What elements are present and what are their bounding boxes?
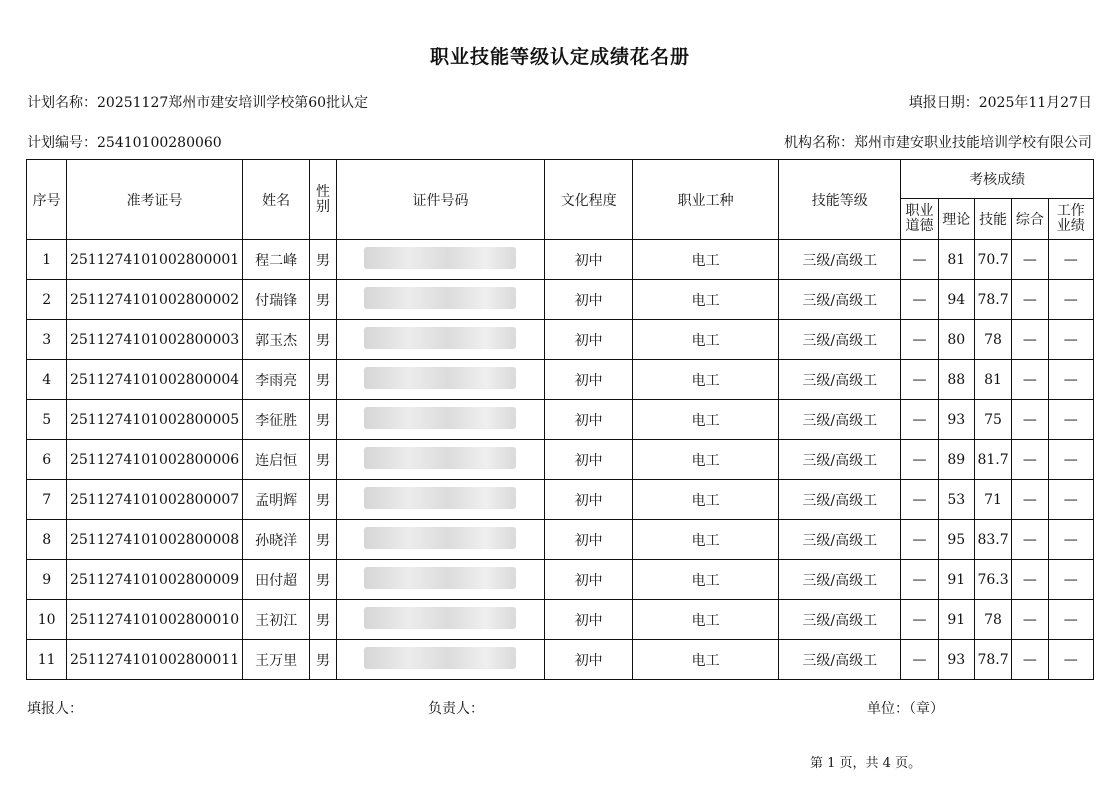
cell-education: 初中 <box>545 280 633 320</box>
col-gender-line1: 性 <box>315 183 330 200</box>
cell-id-number <box>336 640 545 680</box>
cell-overall: — <box>1012 600 1048 640</box>
cell-work: — <box>1048 320 1093 360</box>
cell-education: 初中 <box>545 320 633 360</box>
cell-occupation: 电工 <box>633 280 779 320</box>
cell-theory: 94 <box>938 280 974 320</box>
cell-occupation: 电工 <box>633 440 779 480</box>
cell-work: — <box>1048 560 1093 600</box>
cell-theory: 53 <box>938 480 974 520</box>
col-overall: 综合 <box>1012 199 1048 240</box>
cell-skill: 78.7 <box>974 280 1011 320</box>
cell-gender: 男 <box>310 240 336 280</box>
col-name: 姓名 <box>242 160 310 240</box>
cell-work: — <box>1048 480 1093 520</box>
cell-ethics: — <box>901 440 938 480</box>
col-skill: 技能 <box>974 199 1011 240</box>
table-row <box>27 400 1094 440</box>
cell-seq: 3 <box>27 320 67 360</box>
redacted-id-mask <box>364 487 516 509</box>
cell-skill: 78 <box>974 600 1011 640</box>
cell-seq: 5 <box>27 400 67 440</box>
cell-ticket: 2511274101002800005 <box>67 400 242 440</box>
cell-name: 孟明辉 <box>242 480 310 520</box>
cell-ticket: 2511274101002800011 <box>67 640 242 680</box>
cell-gender: 男 <box>310 640 336 680</box>
table-row <box>27 560 1094 600</box>
redacted-id-mask <box>364 247 516 269</box>
cell-ticket: 2511274101002800007 <box>67 480 242 520</box>
col-id-number: 证件号码 <box>336 160 545 240</box>
redacted-id-mask <box>364 407 516 429</box>
cell-ethics: — <box>901 600 938 640</box>
table-row <box>27 280 1094 320</box>
cell-education: 初中 <box>545 640 633 680</box>
cell-ethics: — <box>901 560 938 600</box>
cell-level: 三级/高级工 <box>779 640 901 680</box>
cell-overall: — <box>1012 560 1048 600</box>
col-seq: 序号 <box>27 160 67 240</box>
cell-occupation: 电工 <box>633 240 779 280</box>
col-education: 文化程度 <box>545 160 633 240</box>
cell-work: — <box>1048 520 1093 560</box>
table-row <box>27 480 1094 520</box>
cell-seq: 2 <box>27 280 67 320</box>
cell-ethics: — <box>901 640 938 680</box>
cell-work: — <box>1048 400 1093 440</box>
cell-education: 初中 <box>545 400 633 440</box>
cell-level: 三级/高级工 <box>779 560 901 600</box>
cell-occupation: 电工 <box>633 600 779 640</box>
col-gender <box>310 160 336 240</box>
cell-name: 郭玉杰 <box>242 320 310 360</box>
filler-signature-label: 填报人： <box>27 701 83 717</box>
cell-id-number <box>336 240 545 280</box>
col-ticket: 准考证号 <box>67 160 242 240</box>
table-row <box>27 600 1094 640</box>
table-row <box>27 240 1094 280</box>
col-theory: 理论 <box>938 199 974 240</box>
cell-theory: 95 <box>938 520 974 560</box>
cell-ticket: 2511274101002800006 <box>67 440 242 480</box>
redacted-id-mask <box>364 287 516 309</box>
cell-ticket: 2511274101002800003 <box>67 320 242 360</box>
plan-name: 计划名称：20251127郑州市建安培训学校第60批认定 <box>27 95 369 111</box>
cell-level: 三级/高级工 <box>779 320 901 360</box>
cell-seq: 9 <box>27 560 67 600</box>
cell-id-number <box>336 360 545 400</box>
cell-occupation: 电工 <box>633 560 779 600</box>
cell-theory: 89 <box>938 440 974 480</box>
redacted-id-mask <box>364 447 516 469</box>
cell-theory: 88 <box>938 360 974 400</box>
cell-id-number <box>336 520 545 560</box>
col-ethics <box>901 199 938 240</box>
cell-theory: 93 <box>938 640 974 680</box>
table-row <box>27 640 1094 680</box>
cell-overall: — <box>1012 240 1048 280</box>
cell-work: — <box>1048 280 1093 320</box>
cell-gender: 男 <box>310 320 336 360</box>
cell-education: 初中 <box>545 520 633 560</box>
cell-name: 孙晓洋 <box>242 520 310 560</box>
cell-gender: 男 <box>310 400 336 440</box>
cell-gender: 男 <box>310 360 336 400</box>
cell-id-number <box>336 440 545 480</box>
cell-theory: 81 <box>938 240 974 280</box>
cell-seq: 4 <box>27 360 67 400</box>
score-roster-table <box>26 159 1094 680</box>
cell-seq: 1 <box>27 240 67 280</box>
cell-level: 三级/高级工 <box>779 360 901 400</box>
cell-occupation: 电工 <box>633 320 779 360</box>
cell-name: 程二峰 <box>242 240 310 280</box>
cell-education: 初中 <box>545 240 633 280</box>
cell-gender: 男 <box>310 520 336 560</box>
cell-id-number <box>336 400 545 440</box>
redacted-id-mask <box>364 607 516 629</box>
cell-id-number <box>336 320 545 360</box>
cell-name: 田付超 <box>242 560 310 600</box>
cell-education: 初中 <box>545 480 633 520</box>
cell-work: — <box>1048 640 1093 680</box>
col-scores-group: 考核成绩 <box>901 160 1094 199</box>
cell-gender: 男 <box>310 600 336 640</box>
cell-level: 三级/高级工 <box>779 520 901 560</box>
cell-skill: 75 <box>974 400 1011 440</box>
cell-education: 初中 <box>545 600 633 640</box>
cell-overall: — <box>1012 480 1048 520</box>
fill-date: 填报日期：2025年11月27日 <box>908 95 1092 111</box>
header-row <box>27 160 1094 199</box>
cell-ethics: — <box>901 520 938 560</box>
table-row <box>27 360 1094 400</box>
cell-theory: 80 <box>938 320 974 360</box>
cell-seq: 8 <box>27 520 67 560</box>
cell-ethics: — <box>901 240 938 280</box>
cell-skill: 71 <box>974 480 1011 520</box>
col-occupation: 职业工种 <box>633 160 779 240</box>
cell-overall: — <box>1012 280 1048 320</box>
cell-education: 初中 <box>545 440 633 480</box>
cell-skill: 81.7 <box>974 440 1011 480</box>
redacted-id-mask <box>364 327 516 349</box>
col-work-line2: 业绩 <box>1056 218 1085 234</box>
page-title: 职业技能等级认定成绩花名册 <box>429 46 690 68</box>
col-work <box>1048 199 1093 240</box>
cell-skill: 78.7 <box>974 640 1011 680</box>
table-row <box>27 440 1094 480</box>
cell-level: 三级/高级工 <box>779 400 901 440</box>
organization-name: 机构名称：郑州市建安职业技能培训学校有限公司 <box>784 135 1092 151</box>
cell-overall: — <box>1012 520 1048 560</box>
cell-gender: 男 <box>310 480 336 520</box>
cell-ticket: 2511274101002800008 <box>67 520 242 560</box>
cell-ticket: 2511274101002800004 <box>67 360 242 400</box>
cell-work: — <box>1048 600 1093 640</box>
cell-overall: — <box>1012 360 1048 400</box>
cell-ethics: — <box>901 480 938 520</box>
table-row <box>27 520 1094 560</box>
cell-level: 三级/高级工 <box>779 440 901 480</box>
cell-level: 三级/高级工 <box>779 480 901 520</box>
cell-overall: — <box>1012 320 1048 360</box>
cell-gender: 男 <box>310 560 336 600</box>
cell-theory: 93 <box>938 400 974 440</box>
cell-theory: 91 <box>938 600 974 640</box>
cell-occupation: 电工 <box>633 360 779 400</box>
cell-ticket: 2511274101002800002 <box>67 280 242 320</box>
cell-name: 连启恒 <box>242 440 310 480</box>
table-row <box>27 320 1094 360</box>
cell-skill: 81 <box>974 360 1011 400</box>
cell-overall: — <box>1012 640 1048 680</box>
cell-ethics: — <box>901 320 938 360</box>
col-skill-level: 技能等级 <box>779 160 901 240</box>
cell-ticket: 2511274101002800009 <box>67 560 242 600</box>
cell-ticket: 2511274101002800001 <box>67 240 242 280</box>
cell-work: — <box>1048 240 1093 280</box>
plan-number: 计划编号：25410100280060 <box>27 135 222 151</box>
cell-name: 付瑞锋 <box>242 280 310 320</box>
cell-level: 三级/高级工 <box>779 280 901 320</box>
page-indicator: 第 1 页，共 4 页。 <box>810 756 922 771</box>
cell-occupation: 电工 <box>633 480 779 520</box>
cell-occupation: 电工 <box>633 520 779 560</box>
cell-theory: 91 <box>938 560 974 600</box>
cell-id-number <box>336 480 545 520</box>
redacted-id-mask <box>364 527 516 549</box>
redacted-id-mask <box>364 647 516 669</box>
col-ethics-line2: 道德 <box>905 218 934 234</box>
col-work-line1: 工作 <box>1056 203 1085 219</box>
cell-gender: 男 <box>310 280 336 320</box>
cell-name: 李征胜 <box>242 400 310 440</box>
cell-seq: 7 <box>27 480 67 520</box>
cell-id-number <box>336 560 545 600</box>
cell-skill: 78 <box>974 320 1011 360</box>
redacted-id-mask <box>364 367 516 389</box>
cell-level: 三级/高级工 <box>779 240 901 280</box>
cell-gender: 男 <box>310 440 336 480</box>
cell-name: 李雨亮 <box>242 360 310 400</box>
cell-name: 王初江 <box>242 600 310 640</box>
cell-level: 三级/高级工 <box>779 600 901 640</box>
cell-id-number <box>336 600 545 640</box>
owner-signature-label: 负责人： <box>428 701 484 717</box>
cell-seq: 11 <box>27 640 67 680</box>
cell-ticket: 2511274101002800010 <box>67 600 242 640</box>
cell-education: 初中 <box>545 360 633 400</box>
cell-occupation: 电工 <box>633 400 779 440</box>
unit-seal-label: 单位：（章） <box>867 701 944 717</box>
cell-work: — <box>1048 440 1093 480</box>
cell-skill: 76.3 <box>974 560 1011 600</box>
cell-ethics: — <box>901 280 938 320</box>
cell-ethics: — <box>901 400 938 440</box>
cell-occupation: 电工 <box>633 640 779 680</box>
cell-education: 初中 <box>545 560 633 600</box>
redacted-id-mask <box>364 567 516 589</box>
cell-id-number <box>336 280 545 320</box>
cell-skill: 70.7 <box>974 240 1011 280</box>
col-ethics-line1: 职业 <box>905 203 934 219</box>
cell-name: 王万里 <box>242 640 310 680</box>
cell-skill: 83.7 <box>974 520 1011 560</box>
roster-body <box>27 240 1094 680</box>
cell-seq: 6 <box>27 440 67 480</box>
col-gender-line2: 别 <box>315 198 330 215</box>
cell-overall: — <box>1012 440 1048 480</box>
cell-seq: 10 <box>27 600 67 640</box>
cell-work: — <box>1048 360 1093 400</box>
cell-ethics: — <box>901 360 938 400</box>
cell-overall: — <box>1012 400 1048 440</box>
